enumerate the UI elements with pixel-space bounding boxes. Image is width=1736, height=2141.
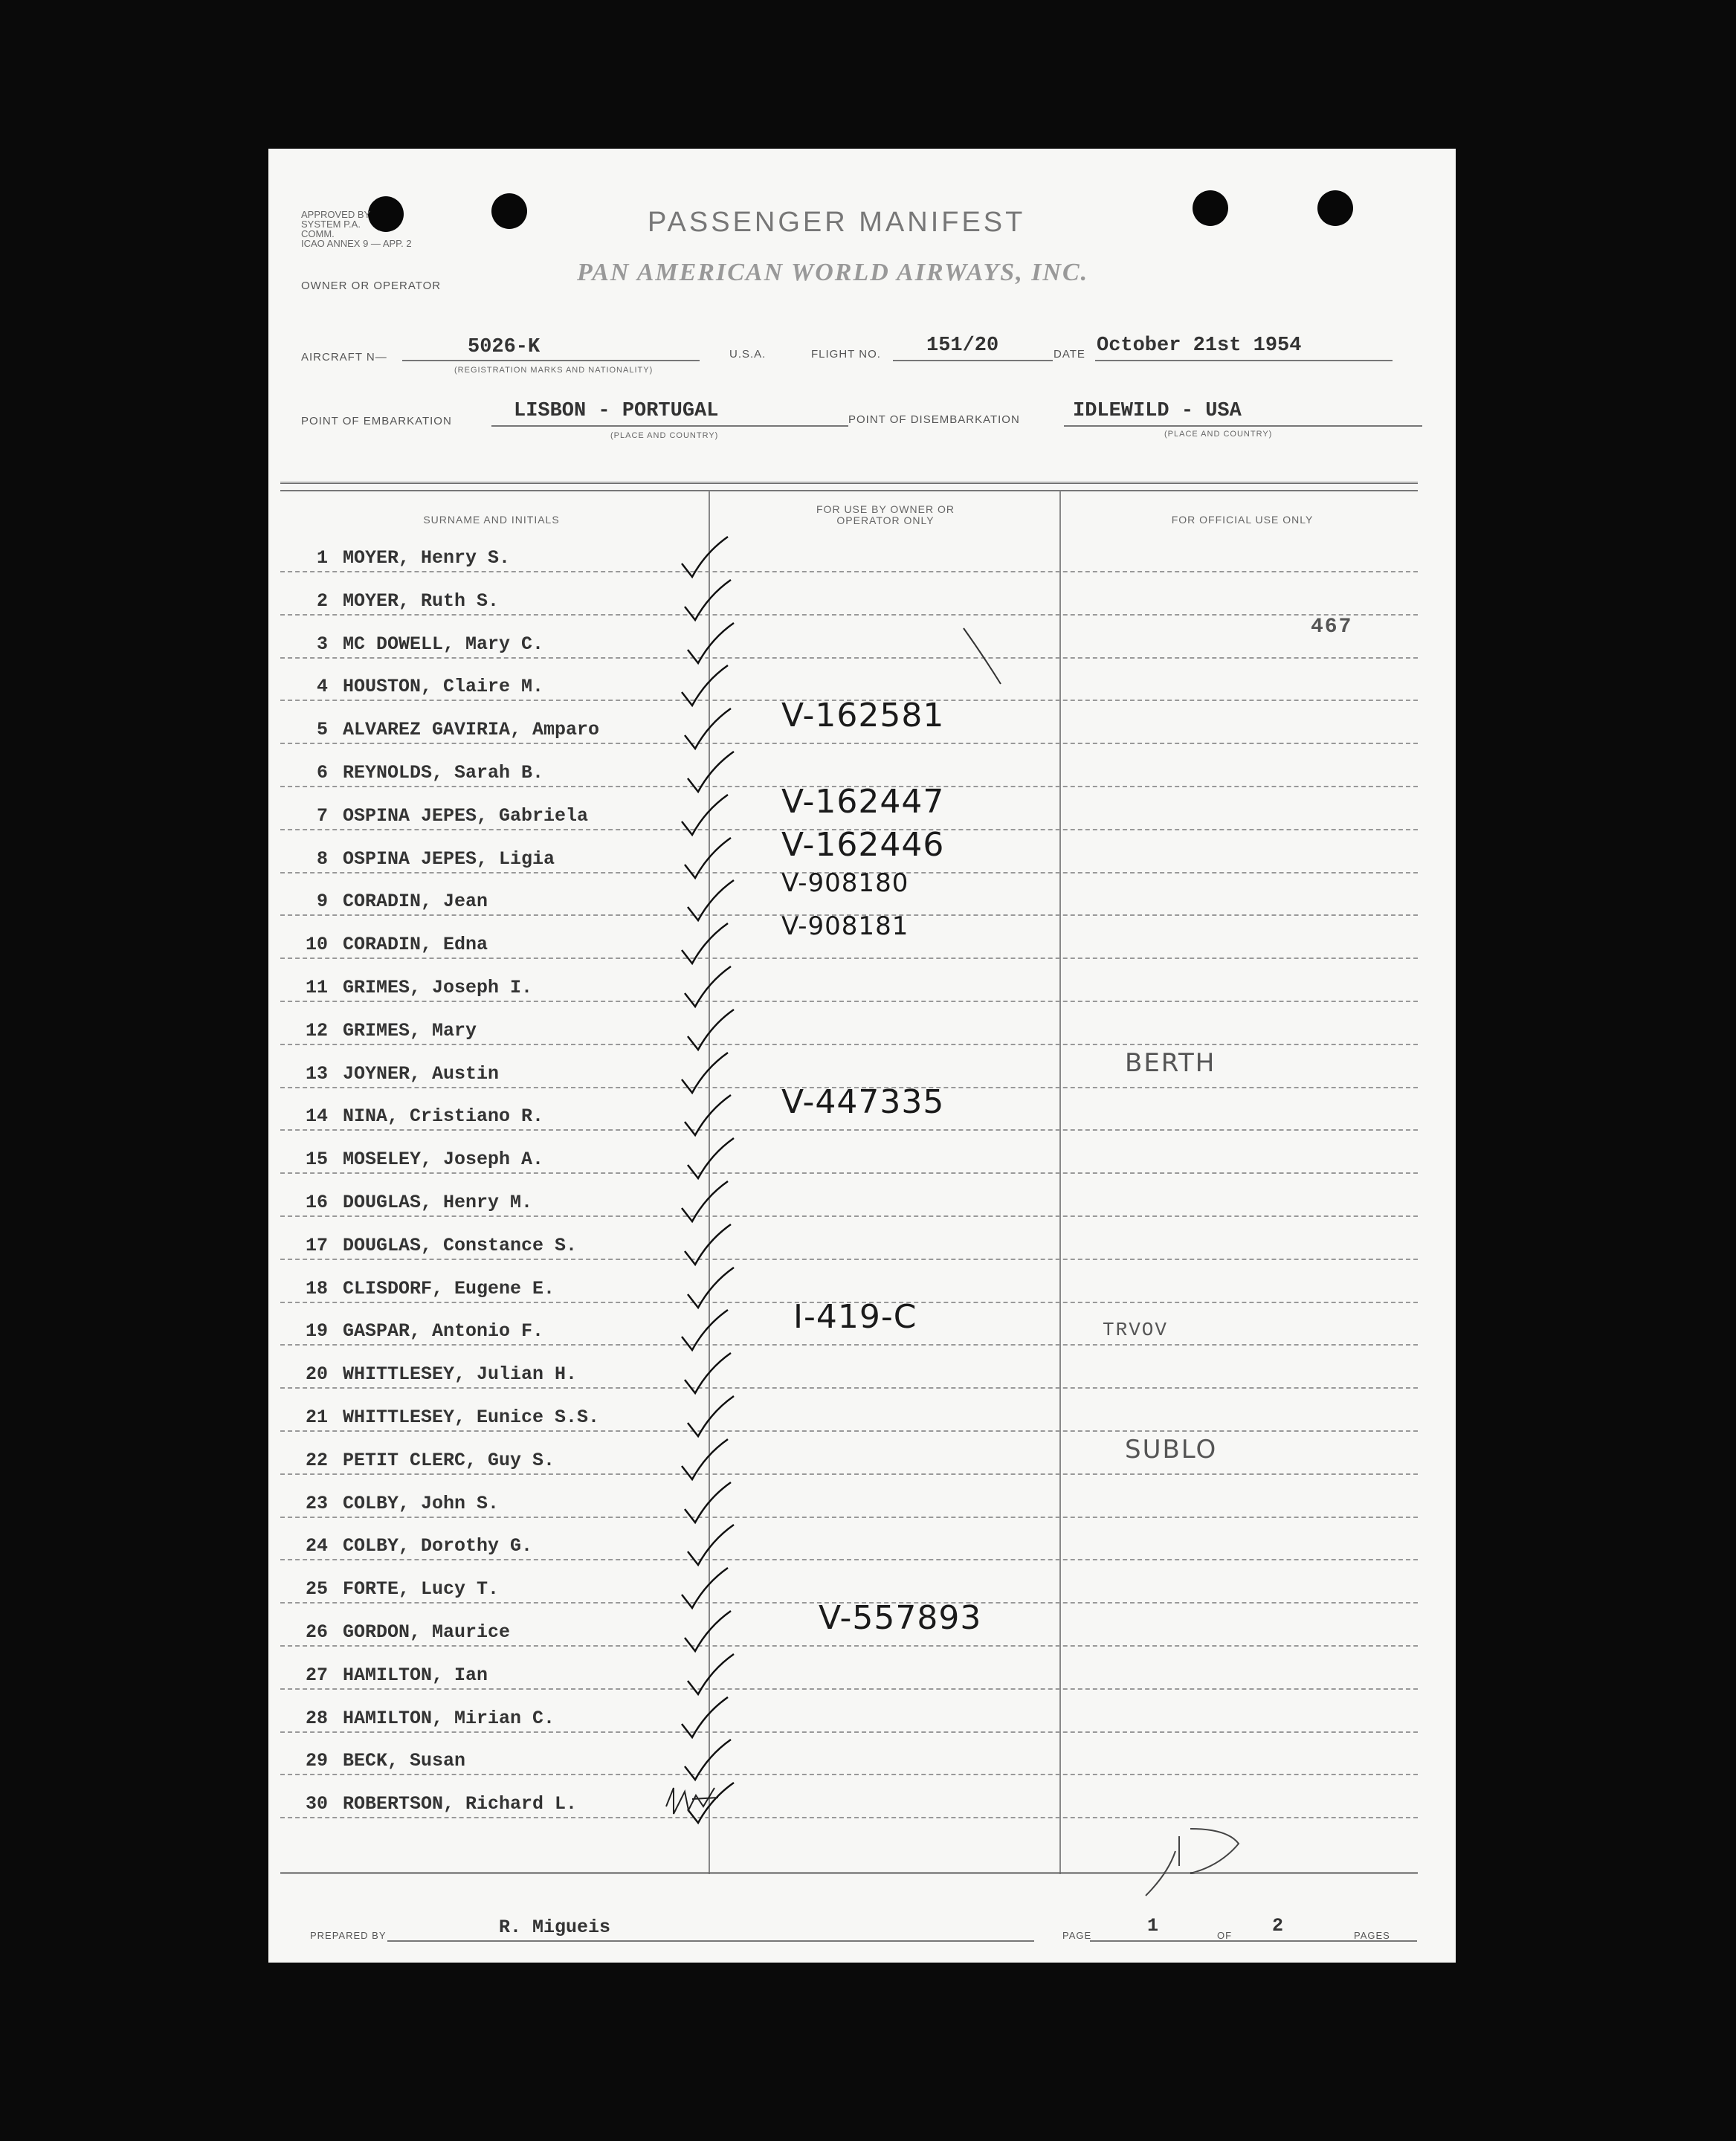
scribble-mark [662, 1784, 722, 1821]
manifest-title: PASSENGER MANIFEST [648, 207, 1026, 238]
row-rule [280, 1559, 1418, 1560]
page-value: 1 [1147, 1915, 1159, 1937]
approval-line: SYSTEM P.A. [301, 219, 361, 230]
passenger-number: 15 [305, 1149, 328, 1171]
row-rule [280, 1129, 1418, 1131]
row-rule [280, 1430, 1418, 1432]
passenger-number: 17 [305, 1234, 328, 1256]
passenger-number: 18 [305, 1277, 328, 1299]
column-divider [1059, 491, 1061, 1873]
passenger-number: 16 [305, 1192, 328, 1213]
row-rule [280, 1044, 1418, 1045]
passenger-number: 11 [305, 977, 328, 998]
passenger-number: 26 [305, 1621, 328, 1643]
row-rule [280, 1774, 1418, 1775]
row-rule [280, 1172, 1418, 1174]
row-rule [280, 1344, 1418, 1346]
passenger-number: 23 [305, 1492, 328, 1514]
date-label: DATE [1053, 348, 1085, 361]
table-top-rule [280, 482, 1418, 491]
approval-line: COMM. [301, 228, 335, 239]
embark-sub: (PLACE AND COUNTRY) [610, 431, 719, 440]
passenger-name: GASPAR, Antonio F. [343, 1320, 544, 1343]
form-approval [301, 210, 412, 248]
owner-note: V-447335 [781, 1083, 945, 1122]
official-note: BERTH [1125, 1047, 1216, 1078]
pen-mark [960, 624, 1004, 691]
disembark-sub: (PLACE AND COUNTRY) [1164, 430, 1273, 439]
passenger-number: 25 [305, 1578, 328, 1601]
official-note: SUBLO [1125, 1434, 1218, 1465]
passenger-number: 13 [305, 1062, 328, 1085]
punch-hole [1193, 190, 1228, 226]
row-rule [280, 1645, 1418, 1647]
passenger-number: 9 [316, 891, 328, 913]
initials-mark [1138, 1821, 1250, 1903]
passenger-number: 21 [305, 1407, 328, 1428]
airline-name: PAN AMERICAN WORLD AIRWAYS, INC. [577, 259, 1089, 286]
manifest-sheet [268, 149, 1456, 1963]
disembark-label: POINT OF DISEMBARKATION [848, 413, 1020, 426]
passenger-number: 19 [305, 1320, 328, 1343]
passenger-name: CLISDORF, Eugene E. [343, 1277, 555, 1299]
aircraft-label: AIRCRAFT N— [301, 351, 387, 364]
row-rule [280, 1387, 1418, 1389]
passenger-name: FORTE, Lucy T. [343, 1578, 500, 1601]
passenger-number: 24 [305, 1535, 328, 1557]
official-note: 467 [1311, 615, 1353, 639]
flight-label: FLIGHT NO. [811, 348, 881, 361]
passenger-name: COLBY, John S. [343, 1492, 500, 1514]
passenger-name: GRIMES, Mary [343, 1019, 477, 1042]
passenger-number: 2 [316, 590, 328, 612]
row-rule [280, 1215, 1418, 1217]
row-rule [280, 743, 1418, 744]
owner-note: V-162447 [781, 782, 945, 821]
passenger-number: 5 [316, 719, 328, 741]
of-label: OF [1217, 1930, 1233, 1941]
owner-note: V-908180 [781, 868, 909, 899]
official-note: TRVOV [1103, 1319, 1169, 1342]
passenger-name: CORADIN, Jean [343, 891, 488, 913]
passenger-number: 29 [305, 1750, 328, 1772]
passenger-name: MOSELEY, Joseph A. [343, 1149, 544, 1171]
usa-label: U.S.A. [729, 348, 767, 361]
passenger-name: OSPINA JEPES, Ligia [343, 847, 555, 870]
passenger-name: REYNOLDS, Sarah B. [343, 762, 544, 784]
row-rule [280, 1517, 1418, 1518]
official-column-header: FOR OFFICIAL USE ONLY [1171, 514, 1314, 526]
passenger-number: 27 [305, 1664, 328, 1686]
approval-line: APPROVED BY [301, 209, 371, 220]
passenger-name: PETIT CLERC, Guy S. [343, 1449, 555, 1471]
row-rule [280, 1473, 1418, 1475]
passenger-name: GORDON, Maurice [343, 1621, 511, 1643]
owner-note: V-908181 [781, 911, 909, 942]
passenger-name: HAMILTON, Mirian C. [343, 1707, 555, 1729]
passenger-name: DOUGLAS, Constance S. [343, 1234, 578, 1256]
passenger-number: 30 [305, 1793, 328, 1815]
passenger-name: BECK, Susan [343, 1750, 466, 1772]
passenger-name: OSPINA JEPES, Gabriela [343, 804, 589, 827]
embark-value: LISBON - PORTUGAL [514, 400, 719, 422]
row-rule [280, 1817, 1418, 1818]
owner-note: V-162446 [781, 825, 945, 864]
row-rule [280, 614, 1418, 616]
passenger-number: 14 [305, 1105, 328, 1128]
embark-label: POINT OF EMBARKATION [301, 415, 452, 427]
row-rule [280, 1731, 1418, 1733]
passenger-number: 12 [305, 1019, 328, 1042]
owner-column-header: FOR USE BY OWNER OR OPERATOR ONLY [816, 503, 955, 526]
owner-note: I-419-C [793, 1298, 917, 1337]
surname-column-header: SURNAME AND INITIALS [423, 514, 560, 526]
passenger-name: MOYER, Ruth S. [343, 590, 500, 612]
passenger-number: 3 [316, 633, 328, 655]
row-rule [280, 571, 1418, 572]
passenger-name: WHITTLESEY, Julian H. [343, 1363, 578, 1386]
row-rule [280, 1259, 1418, 1260]
passenger-name: CORADIN, Edna [343, 934, 488, 956]
passenger-name: ALVAREZ GAVIRIA, Amparo [343, 719, 600, 741]
pages-value: 2 [1272, 1915, 1284, 1937]
aircraft-value: 5026-K [468, 336, 541, 358]
row-rule [280, 657, 1418, 659]
passenger-number: 1 [316, 547, 328, 569]
row-rule [280, 1688, 1418, 1690]
passenger-number: 4 [316, 676, 328, 698]
passenger-number: 28 [305, 1707, 328, 1729]
disembark-value: IDLEWILD - USA [1073, 400, 1242, 422]
passenger-name: COLBY, Dorothy G. [343, 1535, 533, 1557]
passenger-name: MC DOWELL, Mary C. [343, 633, 544, 655]
passenger-number: 6 [316, 762, 328, 784]
punch-hole [1317, 190, 1353, 226]
passenger-number: 22 [305, 1449, 328, 1471]
passenger-name: MOYER, Henry S. [343, 547, 511, 569]
passenger-number: 7 [316, 804, 328, 827]
passenger-name: ROBERTSON, Richard L. [343, 1793, 578, 1815]
passenger-name: NINA, Cristiano R. [343, 1105, 544, 1128]
passenger-number: 8 [316, 847, 328, 870]
owner-note: V-162581 [781, 697, 945, 735]
page-label: PAGE [1062, 1930, 1092, 1941]
passenger-name: HAMILTON, Ian [343, 1664, 488, 1686]
flight-value: 151/20 [926, 335, 999, 357]
row-rule [280, 958, 1418, 959]
passenger-name: DOUGLAS, Henry M. [343, 1192, 533, 1213]
pages-label: PAGES [1354, 1930, 1390, 1941]
passenger-number: 20 [305, 1363, 328, 1386]
date-value: October 21st 1954 [1097, 335, 1302, 357]
aircraft-sub: (REGISTRATION MARKS AND NATIONALITY) [454, 366, 654, 375]
passenger-name: WHITTLESEY, Eunice S.S. [343, 1407, 600, 1428]
approval-line: ICAO ANNEX 9 — APP. 2 [301, 238, 412, 249]
owner-note: V-557893 [819, 1599, 982, 1637]
prepared-label: PREPARED BY [310, 1930, 387, 1941]
passenger-number: 10 [305, 934, 328, 956]
passenger-name: HOUSTON, Claire M. [343, 676, 544, 698]
row-rule [280, 1001, 1418, 1002]
passenger-name: JOYNER, Austin [343, 1062, 500, 1085]
passenger-name: GRIMES, Joseph I. [343, 977, 533, 998]
prepared-value: R. Migueis [499, 1916, 611, 1938]
owner-label: OWNER OR OPERATOR [301, 280, 442, 292]
punch-hole [491, 193, 527, 229]
